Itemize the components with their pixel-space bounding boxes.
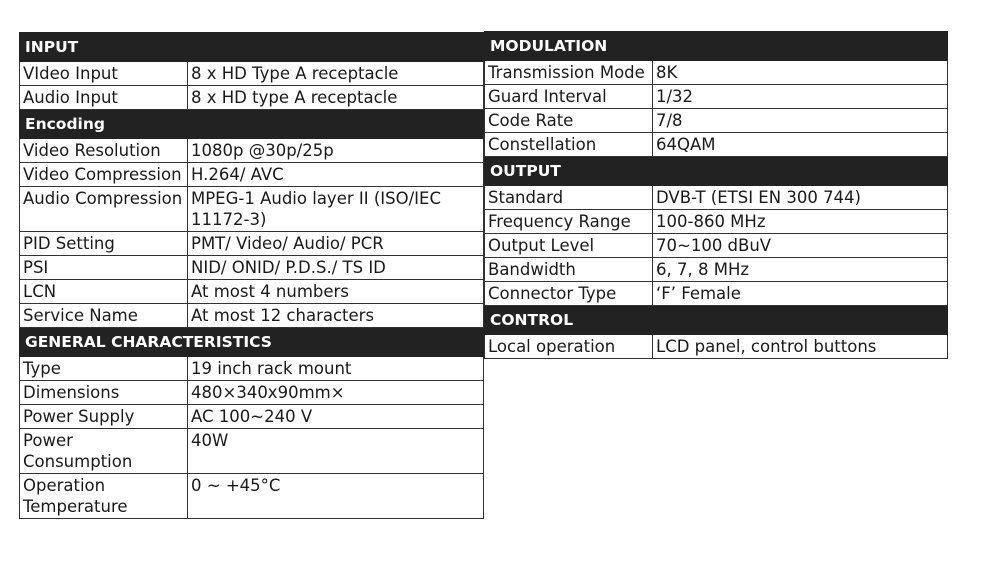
spec-row	[485, 133, 948, 157]
spec-label: Constellation	[485, 133, 653, 157]
spec-label: Video Compression	[20, 163, 188, 187]
spec-row	[20, 62, 484, 86]
modulation-section-header	[485, 32, 948, 61]
encoding-section-header	[20, 110, 484, 139]
spec-value: LCD panel, control buttons	[653, 335, 948, 359]
spec-row	[20, 429, 484, 474]
spec-row	[485, 109, 948, 133]
spec-label: Audio Input	[20, 86, 188, 110]
spec-label: PSI	[20, 256, 188, 280]
output-section-header	[485, 157, 948, 186]
spec-row	[485, 335, 948, 359]
spec-row	[20, 304, 484, 328]
spec-value: 6, 7, 8 MHz	[653, 258, 948, 282]
spec-row	[485, 282, 948, 306]
spec-value: DVB-T (ETSI EN 300 744)	[653, 186, 948, 210]
spec-row	[485, 210, 948, 234]
spec-value: 0 ~ +45°C	[188, 474, 484, 519]
input-section-header	[20, 33, 484, 62]
spec-label: Standard	[485, 186, 653, 210]
section-title: MODULATION	[485, 32, 948, 61]
spec-row	[20, 256, 484, 280]
spec-row	[20, 187, 484, 232]
spec-value: At most 12 characters	[188, 304, 484, 328]
spec-row	[20, 163, 484, 187]
spec-label: Frequency Range	[485, 210, 653, 234]
spec-row	[20, 357, 484, 381]
spec-row	[485, 186, 948, 210]
spec-label: Power Consumption	[20, 429, 188, 474]
section-title: INPUT	[20, 33, 484, 62]
spec-label: PID Setting	[20, 232, 188, 256]
section-title: OUTPUT	[485, 157, 948, 186]
spec-value: MPEG-1 Audio layer II (ISO/IEC 11172-3)	[188, 187, 484, 232]
spec-label: Transmission Mode	[485, 61, 653, 85]
spec-label: Code Rate	[485, 109, 653, 133]
section-title: GENERAL CHARACTERISTICS	[20, 328, 484, 357]
section-title: Encoding	[20, 110, 484, 139]
spec-value: PMT/ Video/ Audio/ PCR	[188, 232, 484, 256]
spec-value: 8 x HD Type A receptacle	[188, 62, 484, 86]
spec-label: Type	[20, 357, 188, 381]
spec-row	[485, 234, 948, 258]
spec-label: Dimensions	[20, 381, 188, 405]
spec-row	[485, 85, 948, 109]
right-spec-column	[484, 31, 948, 359]
spec-label: Local operation	[485, 335, 653, 359]
spec-label: Audio Compression	[20, 187, 188, 232]
right-spec-table	[484, 31, 948, 359]
spec-row	[485, 258, 948, 282]
spec-label: Output Level	[485, 234, 653, 258]
spec-row	[485, 61, 948, 85]
general-section-header	[20, 328, 484, 357]
control-section-header	[485, 306, 948, 335]
spec-value: 7/8	[653, 109, 948, 133]
spec-value: AC 100~240 V	[188, 405, 484, 429]
spec-value: ‘F’ Female	[653, 282, 948, 306]
spec-label: Bandwidth	[485, 258, 653, 282]
spec-label: Power Supply	[20, 405, 188, 429]
spec-value: 8 x HD type A receptacle	[188, 86, 484, 110]
spec-value: 64QAM	[653, 133, 948, 157]
spec-row	[20, 405, 484, 429]
spec-label: Guard Interval	[485, 85, 653, 109]
spec-row	[20, 474, 484, 519]
left-spec-table	[19, 32, 484, 519]
spec-label: LCN	[20, 280, 188, 304]
spec-value: H.264/ AVC	[188, 163, 484, 187]
spec-row	[20, 86, 484, 110]
spec-value: 40W	[188, 429, 484, 474]
spec-label: VIdeo Input	[20, 62, 188, 86]
spec-value: 70~100 dBuV	[653, 234, 948, 258]
spec-label: Operation Temperature	[20, 474, 188, 519]
left-spec-column	[19, 32, 484, 519]
spec-row	[20, 232, 484, 256]
spec-value: 1080p @30p/25p	[188, 139, 484, 163]
spec-value: 480×340x90mm×	[188, 381, 484, 405]
spec-value: 100-860 MHz	[653, 210, 948, 234]
spec-row	[20, 139, 484, 163]
spec-label: Connector Type	[485, 282, 653, 306]
spec-row	[20, 280, 484, 304]
spec-value: NID/ ONID/ P.D.S./ TS ID	[188, 256, 484, 280]
spec-value: At most 4 numbers	[188, 280, 484, 304]
spec-label: Service Name	[20, 304, 188, 328]
section-title: CONTROL	[485, 306, 948, 335]
spec-value: 8K	[653, 61, 948, 85]
spec-value: 19 inch rack mount	[188, 357, 484, 381]
spec-label: Video Resolution	[20, 139, 188, 163]
spec-row	[20, 381, 484, 405]
spec-value: 1/32	[653, 85, 948, 109]
